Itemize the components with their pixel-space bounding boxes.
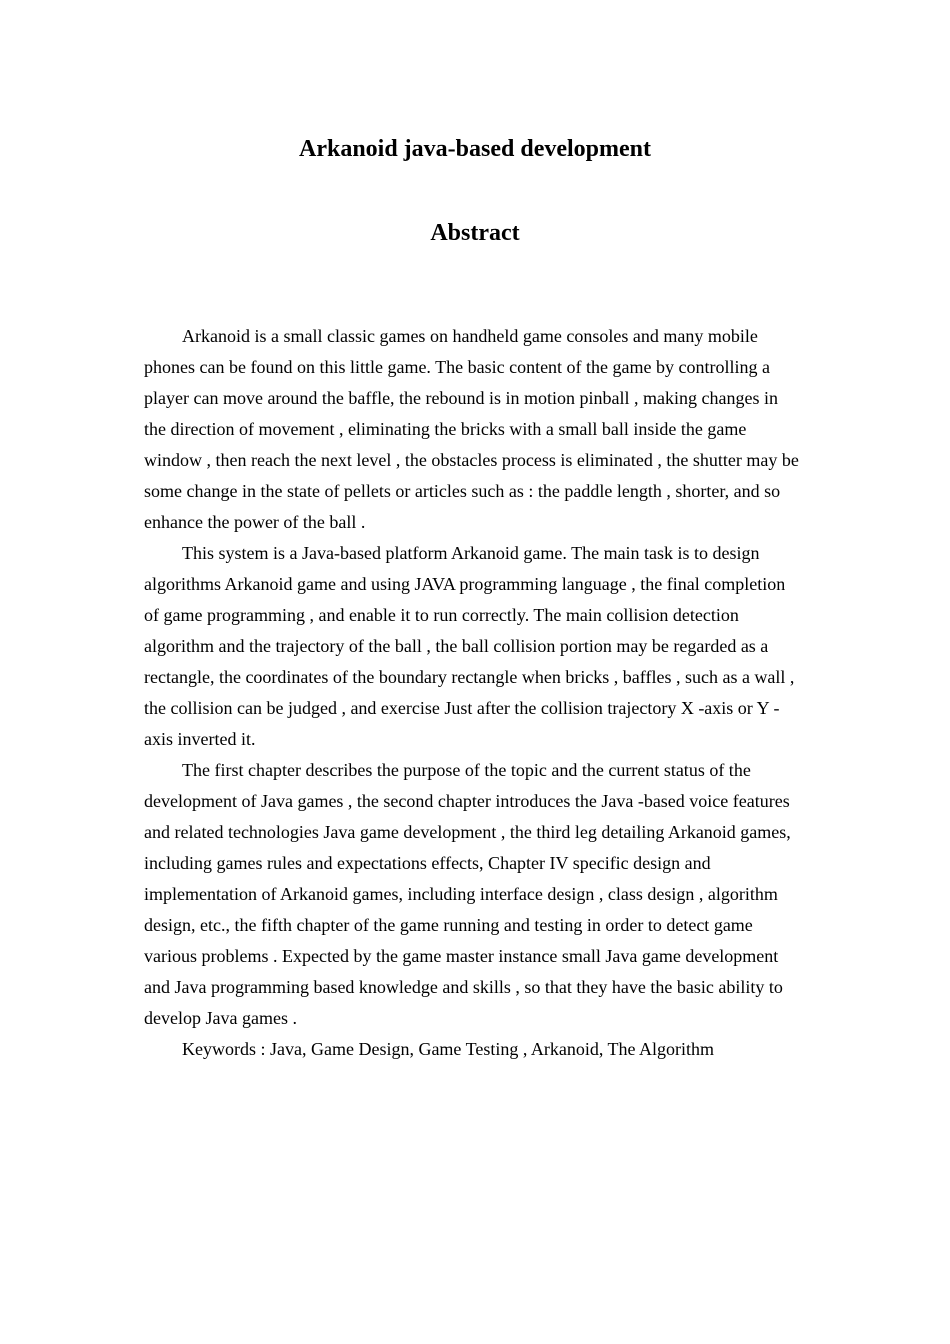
abstract-body (144, 321, 804, 1065)
keywords-line: Keywords : Java, Game Design, Game Testing , Arkanoid, The Algorithm (182, 1039, 714, 1059)
abstract-paragraph-1: Arkanoid is a small classic games on handheld game consoles and many mobile phones can be found on this little game. The basic content of the game by controlling a player can move around the baffle, the rebound is in motion pinball , making changes in the direction of movement , eliminating the bricks with a small ball inside the game window , then reach the next level , the obstacles process is eliminated , the shutter may be some change in the state of pellets or articles such as : the paddle length , shorter, and so enhance the power of the ball . (144, 326, 799, 532)
abstract-paragraph-3: The first chapter describes the purpose of the topic and the current status of the development of Java games , the second chapter introduces the Java -based voice features and related technologies Java game development , the third leg detailing Arkanoid games, including games rules and expectations effects, Chapter IV specific design and implementation of Arkanoid games, including interface design , class design , algorithm design, etc., the fifth chapter of the game running and testing in order to detect game various problems . Expected by the game master instance small Java game development and Java programming based knowledge and skills , so that they have the basic ability to develop Java games . (144, 760, 791, 1028)
document-title: Arkanoid java-based development (298, 136, 652, 162)
abstract-heading: Abstract (430, 220, 520, 246)
abstract-paragraph-2: This system is a Java-based platform Arkanoid game. The main task is to design algorithms Arkanoid game and using JAVA programming language , the final completion of game programming , and enable it to run correctly. The main collision detection algorithm and the trajectory of the ball , the ball collision portion may be regarded as a rectangle, the coordinates of the boundary rectangle when bricks , baffles , such as a wall , the collision can be judged , and exercise Just after the collision trajectory X -axis or Y -axis inverted it. (144, 543, 795, 749)
